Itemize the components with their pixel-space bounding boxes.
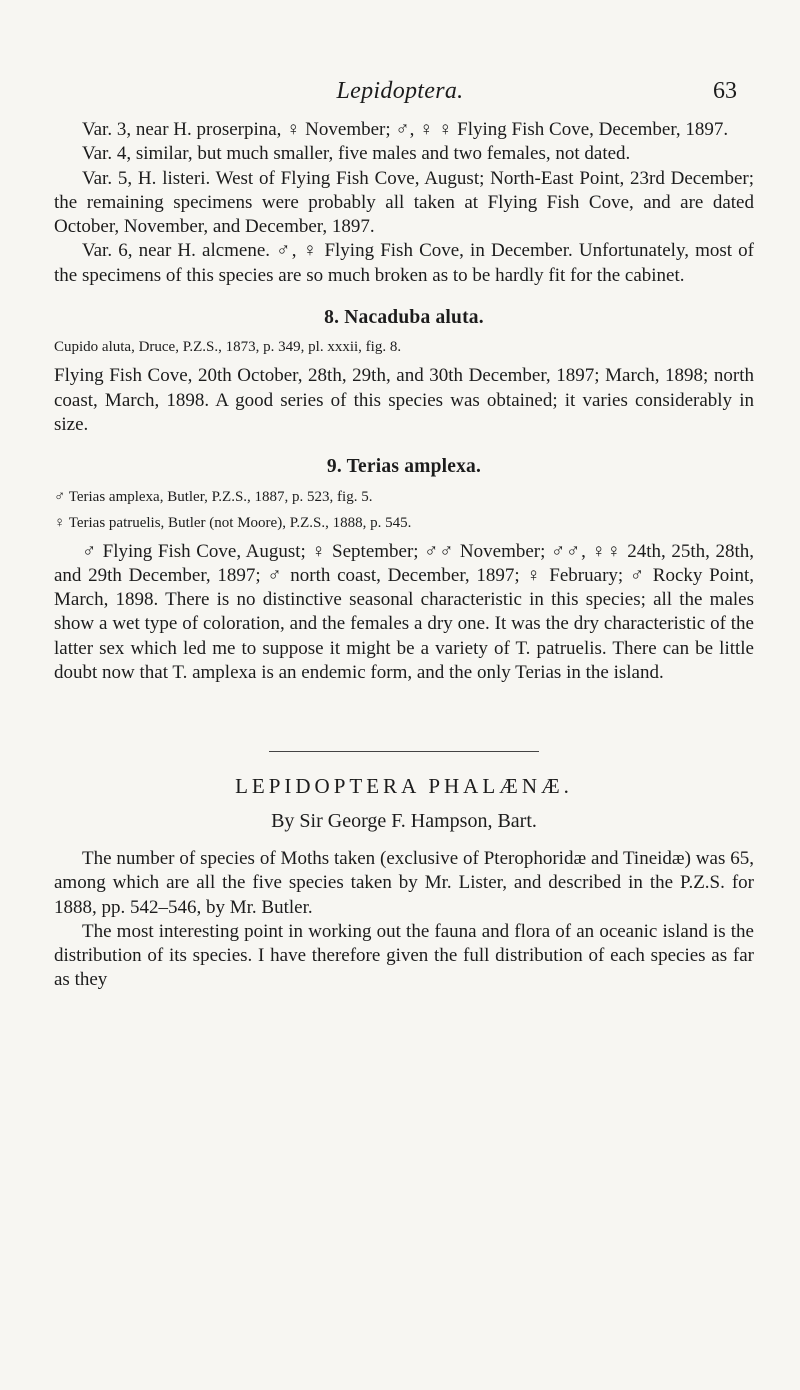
synonym-terias-amplexa: ♂ Terias amplexa, Butler, P.Z.S., 1887, p. 523, fig. 5. (54, 488, 373, 505)
synonym-terias-patruelis: ♀ Terias patruelis, Butler (not Moore), P.Z.S., 1888, p. 545. (54, 514, 412, 531)
paragraph-var-6: Var. 6, near H. alcmene. ♂, ♀ Flying Fish Cove, in December. Unfortunately, most of the specimens of this species are so much broken as to be hardly fit for the cabinet. (54, 240, 754, 286)
paragraph-nacaduba-aluta: Flying Fish Cove, 20th October, 28th, 29th, and 30th December, 1897; March, 1898; north coast, March, 1898. A good series of this species was obtained; it varies considerably in size. (54, 365, 754, 435)
body-text (54, 118, 754, 993)
species-heading-terias-amplexa: 9. Terias amplexa. (326, 456, 482, 478)
species-heading-nacaduba-aluta: 8. Nacaduba aluta. (324, 307, 484, 329)
section-author: By Sir George F. Hampson, Bart. (271, 809, 537, 832)
section-divider (269, 751, 539, 752)
paragraph-distribution: The most interesting point in working out the fauna and flora of an oceanic island is the distribution of its species. I have therefore given the full distribution of each species as far as they (54, 920, 754, 991)
paragraph-moths-intro: The number of species of Moths taken (exclusive of Pterophoridæ and Tineidæ) was 65, among which are all the five species taken by Mr. Lister, and described in the P.Z.S. for 1888, pp. 542–546, by Mr. Butler. (54, 847, 754, 918)
paragraph-var-5: Var. 5, H. listeri. West of Flying Fish Cove, August; North-East Point, 23rd December; the remaining specimens were probably all taken at Flying Fish Cove, and are dated October, November, and December, 1897. (54, 167, 754, 238)
synonym-cupido-aluta: Cupido aluta, Druce, P.Z.S., 1873, p. 349, pl. xxxii, fig. 8. (54, 339, 402, 356)
running-title: Lepidoptera. (336, 78, 464, 104)
page-number: 63 (713, 78, 737, 104)
paragraph-terias-amplexa: ♂ Flying Fish Cove, August; ♀ September; ♂♂ November; ♂♂, ♀♀ 24th, 25th, 28th, and 29th December, 1897; ♂ north coast, December, 1897; ♀ February; ♂ Rocky Point, March, 1898. There is no distinctive seasonal characteristic in this species; all the males show a wet type of coloration, and the females a dry one. It was the dry characteristic of the latter sex which led me to suppose it might be a variety of T. patruelis. There can be little doubt now that T. amplexa is an endemic form, and the only Terias in the island. (54, 540, 754, 684)
section-title: LEPIDOPTERA PHALÆNÆ. (235, 774, 573, 799)
paragraph-var-4: Var. 4, similar, but much smaller, five males and two females, not dated. (82, 143, 631, 165)
paragraph-var-3: Var. 3, near H. proserpina, ♀ November; ♂, ♀ ♀ Flying Fish Cove, December, 1897. (82, 119, 729, 140)
